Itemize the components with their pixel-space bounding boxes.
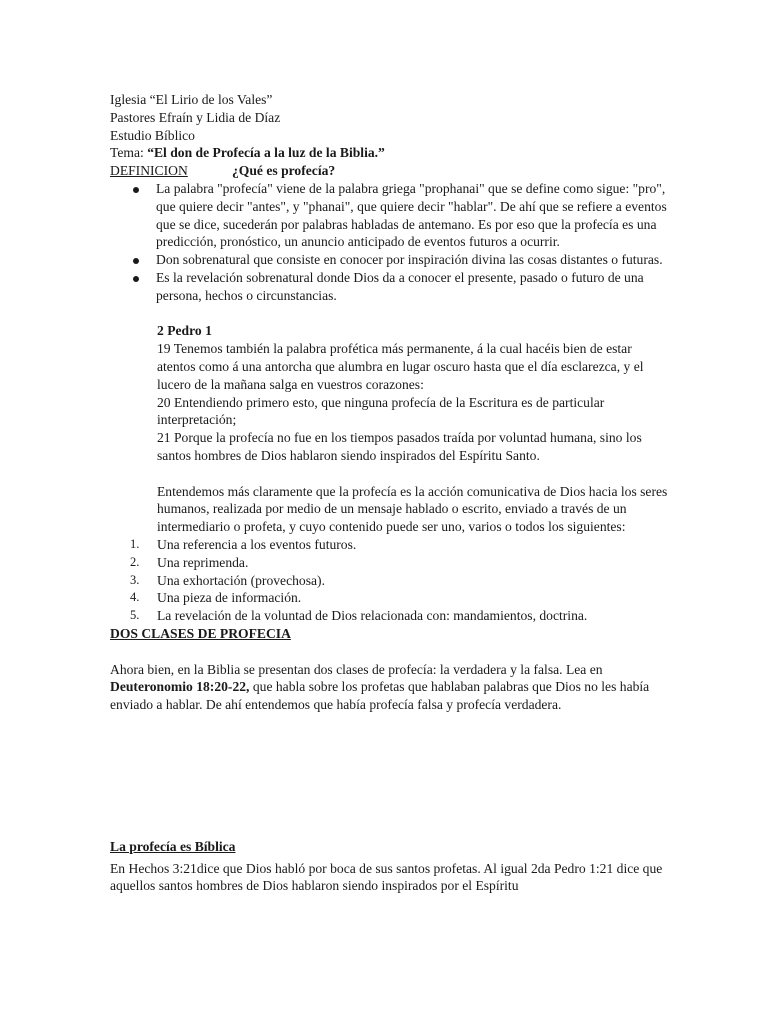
church-name: Iglesia “El Lirio de los Vales” [110, 92, 273, 107]
bullet-icon [133, 258, 139, 264]
document-page [110, 91, 670, 895]
bullet-text: Don sobrenatural que consiste en conocer por inspiración divina las cosas distantes o futuras. [156, 252, 663, 268]
tema-title: “El don de Profecía a la luz de la Biblia.” [147, 145, 385, 161]
dos-clases-paragraph [110, 661, 670, 714]
bullet-item [110, 180, 670, 251]
list-number: 5. [130, 608, 140, 623]
verse-19: 19 Tenemos también la palabra profética más permanente, á la cual hacéis bien de estar atentos como á una antorcha que alumbra en lugar oscuro hasta que el día esclarezca, y el lucero de la mañana salga en vuestros corazones: [157, 341, 644, 392]
list-number: 4. [130, 590, 140, 605]
dos-clases-heading: DOS CLASES DE PROFECIA [110, 625, 291, 641]
verse-20: 20 Entendiendo primero esto, que ninguna profecía de la Escritura es de particular interpretación; [157, 394, 605, 428]
list-number: 1. [130, 536, 140, 551]
bullet-icon [133, 187, 139, 193]
paragraph-text: que habla sobre los profetas que hablaban palabras que Dios no les había enviado a hablar. De ahí entendemos que había profecía falsa y profecía verdadera. [110, 679, 650, 713]
definicion-question: ¿Qué es profecía? [232, 163, 336, 179]
bullet-item [110, 251, 670, 269]
study-line: Estudio Bíblico [110, 127, 195, 143]
list-item [110, 607, 670, 625]
numbered-list [110, 536, 670, 625]
list-text: Una referencia a los eventos futuros. [157, 536, 357, 552]
pedro-section [110, 322, 670, 536]
verse-21: 21 Porque la profecía no fue en los tiempos pasados traída por voluntad humana, sino los santos hombres de Dios hablaron siendo inspirados del Espíritu Santo. [157, 430, 642, 463]
entendemos-paragraph: Entendemos más claramente que la profecía es la acción comunicativa de Dios hacia los seres humanos, realizada por medio de un mensaje hablado o escrito, enviado a través de un intermediario o profeta, y cuyo contenido puede ser uno, varios o todos los siguientes: [157, 483, 668, 535]
biblica-heading: La profecía es Bíblica [110, 838, 236, 854]
list-number: 3. [130, 572, 140, 587]
bullet-text: Es la revelación sobrenatural donde Dios da a conocer el presente, pasado o futuro de una persona, hechos o circunstancias. [156, 269, 644, 303]
definicion-label: DEFINICION [110, 163, 188, 179]
definicion-row [110, 162, 670, 180]
bullet-icon [133, 276, 139, 282]
biblica-paragraph: En Hechos 3:21dice que Dios habló por boca de sus santos profetas. Al igual 2da Pedro 1:21 dice que aquellos santos hombres de Dios hablaron siendo inspirados por el Espíritu [110, 860, 663, 894]
list-item [110, 536, 670, 554]
pastors-line: Pastores Efraín y Lidia de Díaz [110, 109, 281, 125]
list-text: Una exhortación (provechosa). [157, 572, 325, 588]
deuteronomio-reference: Deuteronomio 18:20-22, [110, 679, 250, 695]
list-text: Una pieza de información. [157, 590, 302, 606]
list-number: 2. [130, 554, 140, 569]
list-item [110, 572, 670, 590]
pedro-title: 2 Pedro 1 [157, 323, 212, 339]
tema-line [110, 144, 670, 162]
paragraph-text: Ahora bien, en la Biblia se presentan dos clases de profecía: la verdadera y la falsa. Lea en [110, 661, 603, 677]
list-item [110, 554, 670, 572]
list-text: Una reprimenda. [157, 554, 249, 570]
list-text: La revelación de la voluntad de Dios relacionada con: mandamientos, doctrina. [157, 608, 588, 624]
bullet-item [110, 269, 670, 305]
definition-bullets [110, 180, 670, 305]
bullet-text: La palabra "profecía" viene de la palabra griega "prophanai" que se define como sigue: "pro", que quiere decir "antes", y "phanai", que quiere decir "hablar". De ahí que se refiere a eventos que se dice, sucederán por palabras habladas de antemano. Es por eso que la profecía es una predicción, pronóstico, un anuncio anticipado de eventos futuros a ocurrir. [156, 180, 667, 250]
tema-label: Tema: [110, 145, 144, 161]
list-item [110, 589, 670, 607]
